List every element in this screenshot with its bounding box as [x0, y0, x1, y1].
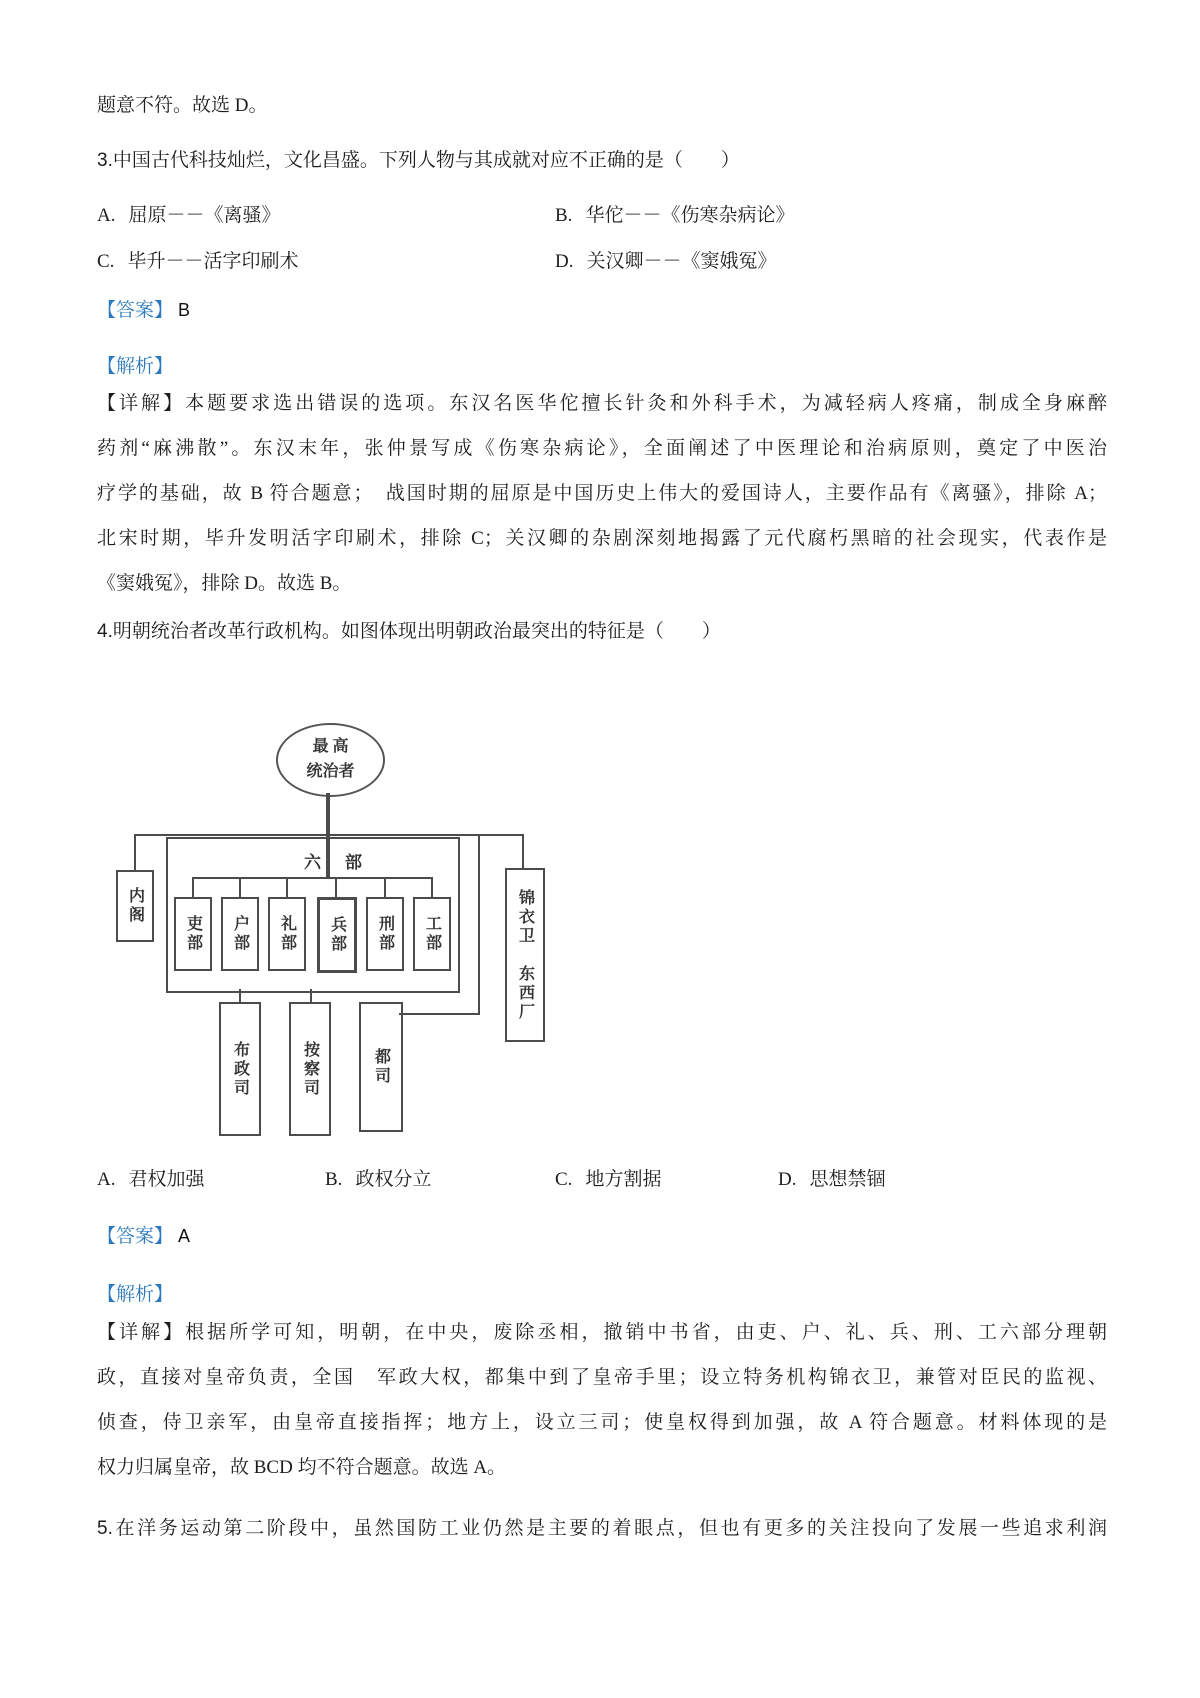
- q4-option-b-letter: B.: [325, 1169, 343, 1190]
- q4-option-c: [555, 1164, 661, 1191]
- q3-answer-row: [97, 295, 190, 322]
- org-node-cabinet: 内阁: [116, 870, 154, 942]
- q4-option-a: [97, 1164, 205, 1191]
- q4-analysis-marker: 【解析】: [97, 1284, 174, 1305]
- q4-option-a-text: 君权加强: [128, 1169, 205, 1190]
- connector-office-stub: [239, 989, 241, 1002]
- six-ministries-label: 六部: [304, 853, 386, 872]
- q3-option-c: [97, 246, 298, 273]
- connector-ministry-drop: [286, 877, 288, 897]
- q4-option-d-letter: D.: [778, 1169, 797, 1190]
- q3-option-b: [555, 200, 794, 227]
- q4-answer-row: [97, 1221, 190, 1248]
- q4-option-b: [325, 1164, 431, 1191]
- connector-ministry-drop: [239, 877, 241, 897]
- q4-org-chart: [100, 655, 552, 1141]
- q4-option-a-letter: A.: [97, 1169, 116, 1190]
- question-3-text: 中国古代科技灿烂，文化昌盛。下列人物与其成就对应不正确的是（ ）: [112, 150, 740, 171]
- org-node-ministry-works: 工部: [413, 897, 451, 971]
- org-node-ministry-personnel: 吏部: [174, 897, 212, 971]
- q3-option-a-text: 屈原－－《离骚》: [128, 205, 281, 226]
- org-node-surveillance-commission: 按察司: [289, 1002, 331, 1136]
- q3-detail-line-4: 北宋时期，毕升发明活字印刷术，排除 C；关汉卿的杂剧深刻地揭露了元代腐朽黑暗的社会现实，代表作是: [97, 528, 1107, 549]
- q3-analysis-marker: 【解析】: [97, 356, 174, 377]
- connector-cabinet-drop: [134, 834, 136, 870]
- connector-ministry-drop: [192, 877, 194, 897]
- q3-option-d-text: 关汉卿－－《窦娥冤》: [586, 251, 777, 272]
- connector-military-vertical: [478, 834, 480, 1015]
- connector-ministry-drop: [384, 877, 386, 897]
- q3-detail-line-3: 疗学的基础，故 B 符合题意； 战国时期的屈原是中国历史上伟大的爱国诗人，主要作品有《离骚》，排除 A；: [97, 483, 1107, 504]
- q3-answer-value: B: [178, 300, 191, 320]
- connector-ministry-drop: [335, 877, 337, 897]
- org-node-supreme-ruler-line1: 最 高: [312, 738, 349, 756]
- q3-option-a-letter: A.: [97, 205, 116, 226]
- q4-detail-line-1: 【详解】根据所学可知，明朝，在中央，废除丞相，撤销中书省，由吏、户、礼、兵、刑、工六部分理朝: [97, 1322, 1107, 1343]
- connector-agencies-drop: [522, 834, 524, 868]
- question-5-text: 在洋务运动第二阶段中，虽然国防工业仍然是主要的着眼点，但也有更多的关注投向了发展一些追求利润: [112, 1518, 1107, 1539]
- connector-main-horizontal: [134, 834, 524, 836]
- q4-analysis-label: [97, 1279, 173, 1306]
- q4-answer-value: A: [178, 1226, 191, 1246]
- q3-detail-line-1: 【详解】本题要求选出错误的选项。东汉名医华佗擅长针灸和外科手术，为减轻病人疼痛，制成全身麻醉: [97, 393, 1107, 414]
- org-node-ministry-rites: 礼部: [268, 897, 306, 971]
- question-4-number: 4.: [97, 621, 113, 642]
- org-node-administration-commission: 布政司: [219, 1002, 261, 1136]
- q4-option-b-text: 政权分立: [355, 1169, 432, 1190]
- q4-option-d-text: 思想禁锢: [809, 1169, 886, 1190]
- connector-military-horizontal: [399, 1013, 478, 1015]
- question-3-stem: [97, 145, 740, 172]
- org-node-supreme-ruler-line2: 统治者: [306, 763, 355, 780]
- org-node-ministry-revenue: 户部: [221, 897, 259, 971]
- org-node-ministry-justice: 刑部: [366, 897, 404, 971]
- org-node-ministry-war: 兵部: [317, 897, 357, 973]
- q3-option-c-text: 毕升－－活字印刷术: [127, 251, 299, 272]
- q3-option-c-letter: C.: [97, 251, 115, 272]
- question-4-text: 明朝统治者改革行政机构。如图体现出明朝政治最突出的特征是（ ）: [112, 621, 721, 642]
- q3-option-a: [97, 200, 281, 227]
- connector-office-stub: [310, 989, 312, 1002]
- q3-option-b-text: 华佗－－《伤寒杂病论》: [585, 205, 795, 226]
- org-node-military-commission: 都司: [359, 1002, 403, 1132]
- connector-ministries-horizontal: [192, 877, 433, 879]
- q4-answer-label: 【答案】: [97, 1226, 174, 1247]
- question-4-stem: [97, 616, 721, 643]
- org-node-supreme-ruler: [276, 723, 385, 797]
- q3-answer-label: 【答案】: [97, 300, 174, 321]
- q3-detail-line-2: 药剂“麻沸散”。东汉末年，张仲景写成《伤寒杂病论》，全面阐述了中医理论和治病原则，奠定了中医治: [97, 438, 1107, 459]
- question-5-number: 5.: [97, 1518, 113, 1539]
- question-5-stem: [97, 1513, 1107, 1540]
- q3-option-d-letter: D.: [555, 251, 574, 272]
- carryover-text: 题意不符。故选 D。: [97, 95, 268, 116]
- q4-option-d: [778, 1164, 886, 1191]
- q3-option-b-letter: B.: [555, 205, 573, 226]
- q4-detail-line-3: 侦查，侍卫亲军，由皇帝直接指挥；地方上，设立三司；使皇权得到加强，故 A 符合题意。材料体现的是: [97, 1412, 1107, 1433]
- question-3-number: 3.: [97, 150, 113, 171]
- q3-option-d: [555, 246, 777, 273]
- q3-analysis-label: [97, 351, 173, 378]
- q4-option-c-letter: C.: [555, 1169, 573, 1190]
- connector-ministry-drop: [431, 877, 433, 897]
- q4-detail-line-2: 政，直接对皇帝负责，全国 军政大权，都集中到了皇帝手里；设立特务机构锦衣卫，兼管对臣民的监视、: [97, 1367, 1107, 1388]
- q4-detail-line-4: 权力归属皇帝，故 BCD 均不符合题意。故选 A。: [97, 1457, 507, 1478]
- q3-detail-line-5: 《窦娥冤》，排除 D。故选 B。: [97, 573, 352, 594]
- org-node-secret-agencies: 锦衣卫 东西厂: [505, 868, 545, 1042]
- q4-option-c-text: 地方割据: [585, 1169, 662, 1190]
